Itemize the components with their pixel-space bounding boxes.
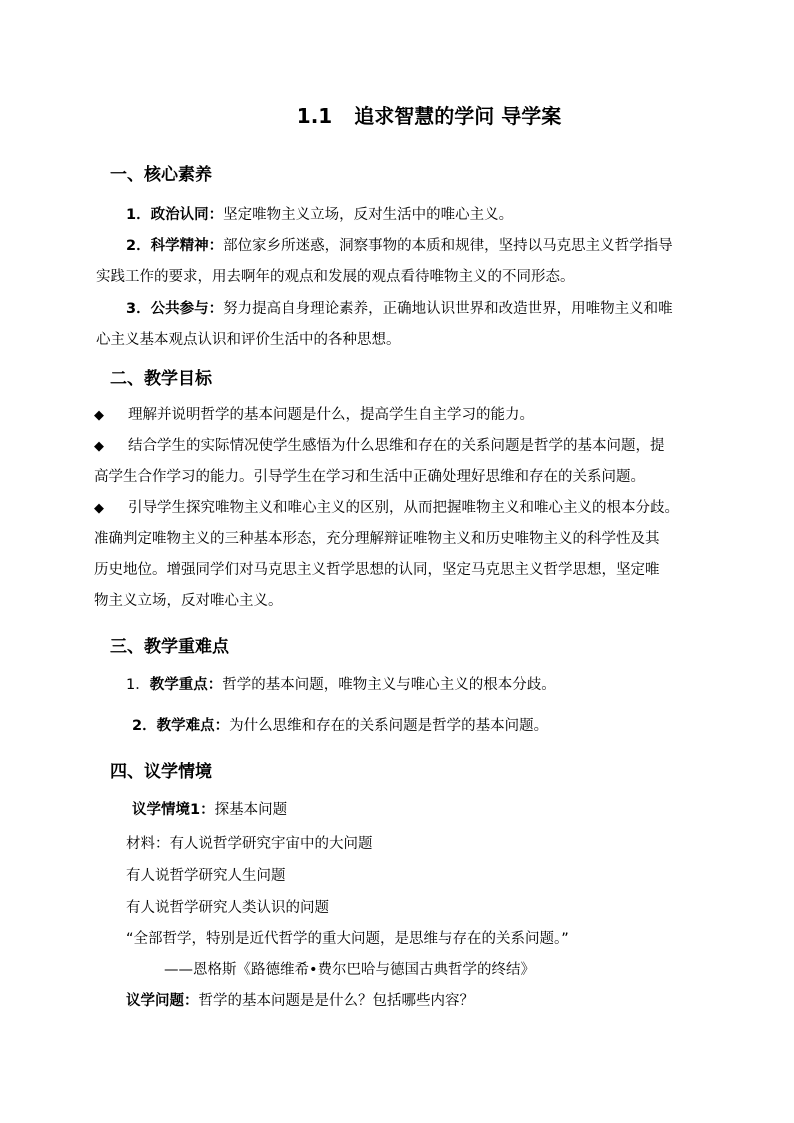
label-political-identity: 1．政治认同： xyxy=(126,207,224,223)
key-point-item xyxy=(126,675,556,695)
paragraph-political-identity xyxy=(126,205,513,225)
text-public-participation-2: 心主义基本观点认识和评价生活中的各种思想。 xyxy=(96,332,401,348)
goal-item-2 xyxy=(94,436,665,457)
title-number: 1.1 xyxy=(296,104,333,128)
material-line-1: 材料：有人说哲学研究宇宙中的大问题 xyxy=(126,836,373,852)
goal-text-2-line-1: 结合学生的实际情况使学生感悟为什么思维和存在的关系问题是哲学的基本问题，提 xyxy=(128,438,665,454)
text-political-identity: 坚定唯物主义立场，反对生活中的唯心主义。 xyxy=(223,207,514,223)
question-text: 哲学的基本问题是是什么？包括哪些内容？ xyxy=(198,993,474,1009)
scenario-label: 议学情境1： xyxy=(132,802,215,818)
scenario-text: 探基本问题 xyxy=(214,802,288,818)
key-point-label: 教学重点： xyxy=(149,677,223,693)
goal-text-1: 理解并说明哲学的基本问题是什么，提高学生自主学习的能力。 xyxy=(128,407,534,423)
quote-source: ——恩格斯《路德维希•费尔巴哈与德国古典哲学的终结》 xyxy=(164,962,536,978)
material-line-2: 有人说哲学研究人生问题 xyxy=(126,868,286,884)
goal-text-3-line-4: 物主义立场，反对唯心主义。 xyxy=(94,593,283,609)
key-point-text: 哲学的基本问题，唯物主义与唯心主义的根本分歧。 xyxy=(222,677,556,693)
text-scientific-spirit-1: 部位家乡所迷惑，洞察事物的本质和规律，坚持以马克思主义哲学指导 xyxy=(223,238,673,254)
discussion-question xyxy=(126,991,474,1011)
key-point-number: 1． xyxy=(126,677,150,693)
label-scientific-spirit: 2．科学精神： xyxy=(126,238,224,254)
material-line-3: 有人说哲学研究人类认识的问题 xyxy=(126,900,329,916)
difficulty-text: 为什么思维和存在的关系问题是哲学的基本问题。 xyxy=(229,718,549,734)
goal-text-2-line-2: 高学生合作学习的能力。引导学生在学习和生活中正确处理好思维和存在的关系问题。 xyxy=(94,469,645,485)
paragraph-scientific-spirit xyxy=(126,236,673,256)
page-title xyxy=(0,100,794,129)
title-text: 追求智慧的学问 导学案 xyxy=(354,104,562,128)
label-public-participation: 3．公共参与： xyxy=(126,301,224,317)
diamond-bullet-icon: ◆ xyxy=(94,439,104,454)
goal-text-3-line-2: 准确判定唯物主义的三种基本形态，充分理解辩证唯物主义和历史唯物主义的科学性及其 xyxy=(94,531,660,547)
difficulty-number: 2． xyxy=(132,718,157,734)
difficulty-item xyxy=(132,716,548,736)
section-heading-core-literacy: 一、核心素养 xyxy=(110,165,212,185)
section-heading-key-points: 三、教学重难点 xyxy=(110,637,229,657)
goal-item-3 xyxy=(94,498,679,519)
paragraph-public-participation xyxy=(126,299,673,319)
section-heading-teaching-goals: 二、教学目标 xyxy=(110,369,212,389)
difficulty-label: 教学难点： xyxy=(156,718,230,734)
goal-item-1 xyxy=(94,405,534,426)
text-public-participation-1: 努力提高自身理论素养，正确地认识世界和改造世界，用唯物主义和唯 xyxy=(223,301,673,317)
text-scientific-spirit-2: 实践工作的要求，用去啊年的观点和发展的观点看待唯物主义的不同形态。 xyxy=(96,269,575,285)
diamond-bullet-icon: ◆ xyxy=(94,501,104,516)
section-heading-scenario: 四、议学情境 xyxy=(110,762,212,782)
scenario-title xyxy=(132,800,287,820)
goal-text-3-line-3: 历史地位。增强同学们对马克思主义哲学思想的认同，坚定马克思主义哲学思想，坚定唯 xyxy=(94,562,660,578)
diamond-bullet-icon: ◆ xyxy=(94,408,104,423)
engels-quote: “全部哲学，特别是近代哲学的重大问题，是思维与存在的关系问题。” xyxy=(126,931,569,947)
question-label: 议学问题： xyxy=(126,993,199,1009)
goal-text-3-line-1: 引导学生探究唯物主义和唯心主义的区别，从而把握唯物主义和唯心主义的根本分歧。 xyxy=(128,500,679,516)
